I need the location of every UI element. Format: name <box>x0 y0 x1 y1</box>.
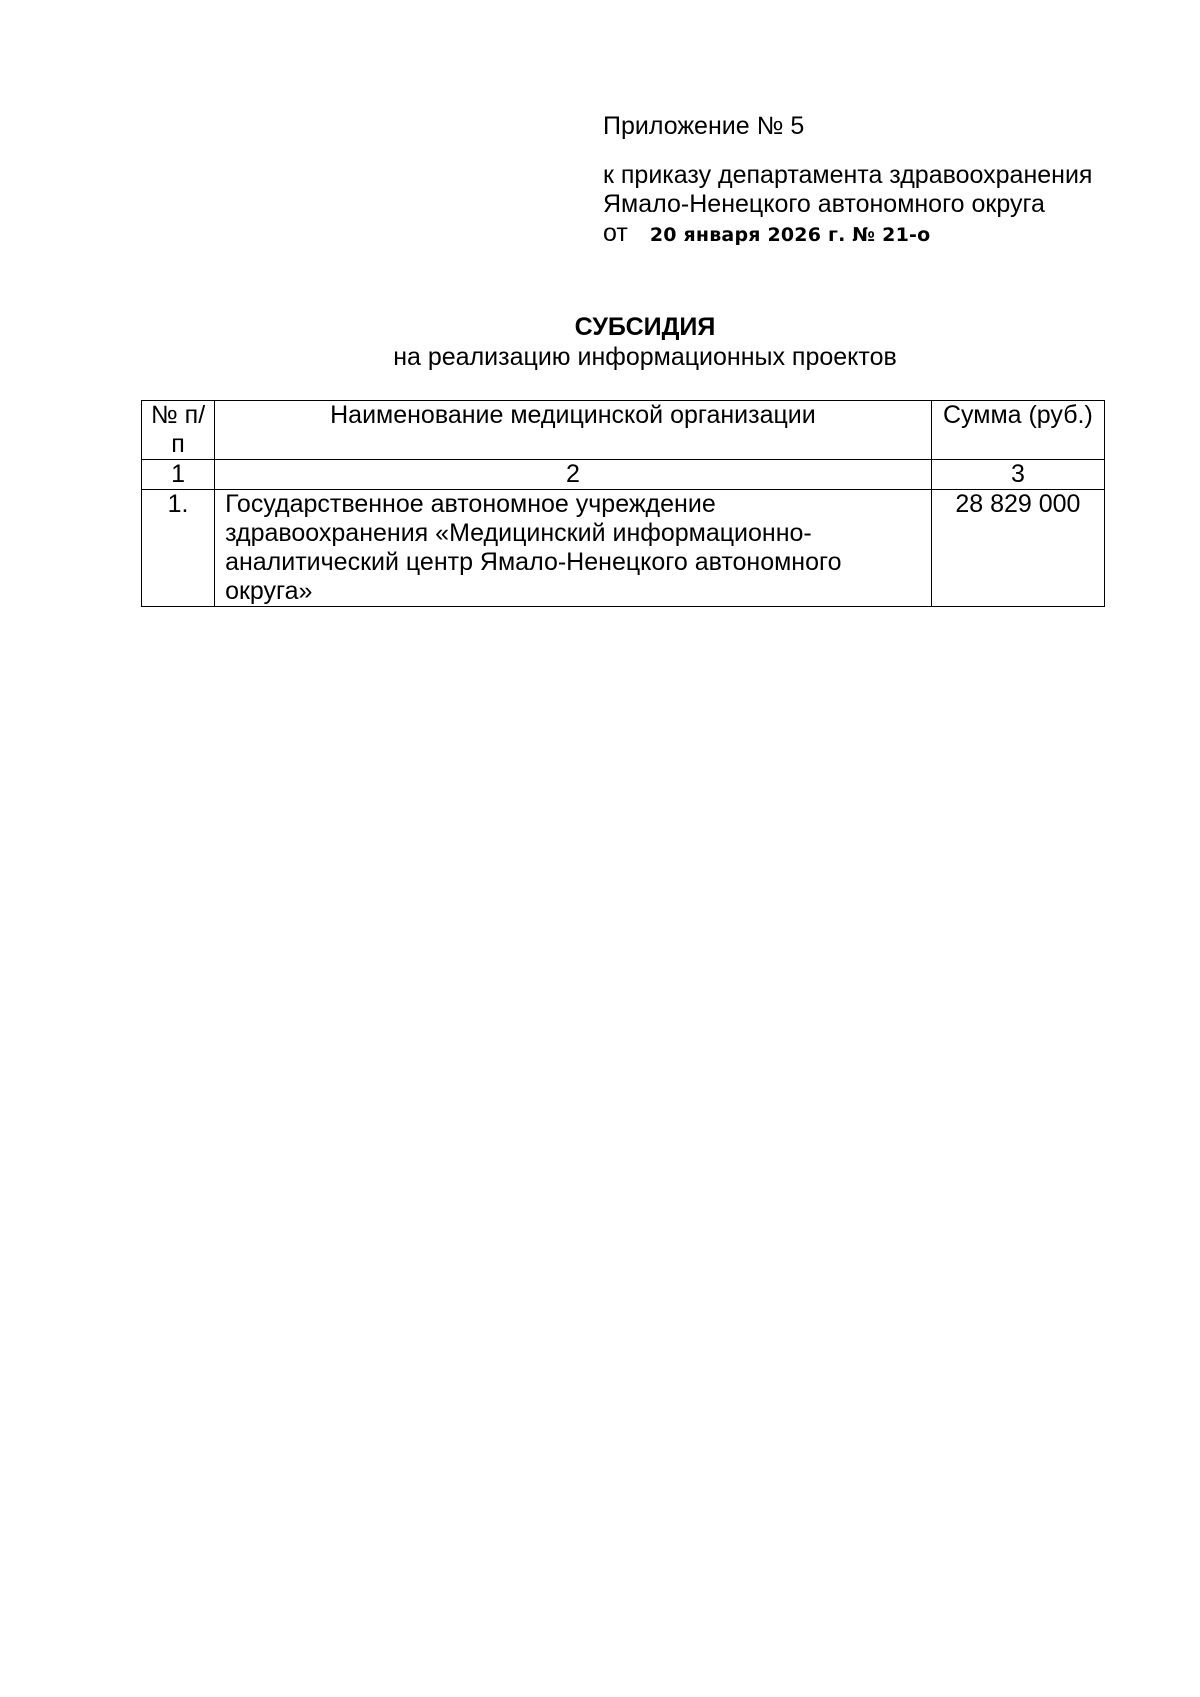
appendix-title: Приложение № 5 <box>603 112 805 140</box>
date-stamp: 20 января 2026 г. № 21-о <box>649 224 931 246</box>
subsidy-table <box>141 400 1105 607</box>
order-line-2: Ямало-Ненецкого автономного округа <box>603 190 1045 218</box>
table-row <box>142 490 1105 607</box>
row-organization-name: Государственное автономное учреждение здравоохранения «Медицинский информационно-аналитический центр Ямало-Ненецкого автономного округа» <box>215 490 932 607</box>
order-line-1: к приказу департамента здравоохранения <box>603 161 1093 189</box>
header-sum: Сумма (руб.) <box>931 401 1104 460</box>
document-heading <box>0 312 1200 372</box>
index-cell: 1 <box>142 460 215 490</box>
document-title: СУБСИДИЯ <box>574 313 716 341</box>
index-cell: 2 <box>215 460 932 490</box>
table-index-row <box>142 460 1105 490</box>
index-cell: 3 <box>931 460 1104 490</box>
header-name: Наименование медицинской организации <box>215 401 932 460</box>
row-sum: 28 829 000 <box>931 490 1104 607</box>
date-prefix: от <box>603 219 628 247</box>
appendix-block <box>603 112 1163 250</box>
row-num: 1. <box>142 490 215 607</box>
table-header-row <box>142 401 1105 460</box>
header-num: № п/п <box>142 401 215 460</box>
document-subtitle: на реализацию информационных проектов <box>393 343 897 371</box>
order-date-line <box>603 219 1163 250</box>
